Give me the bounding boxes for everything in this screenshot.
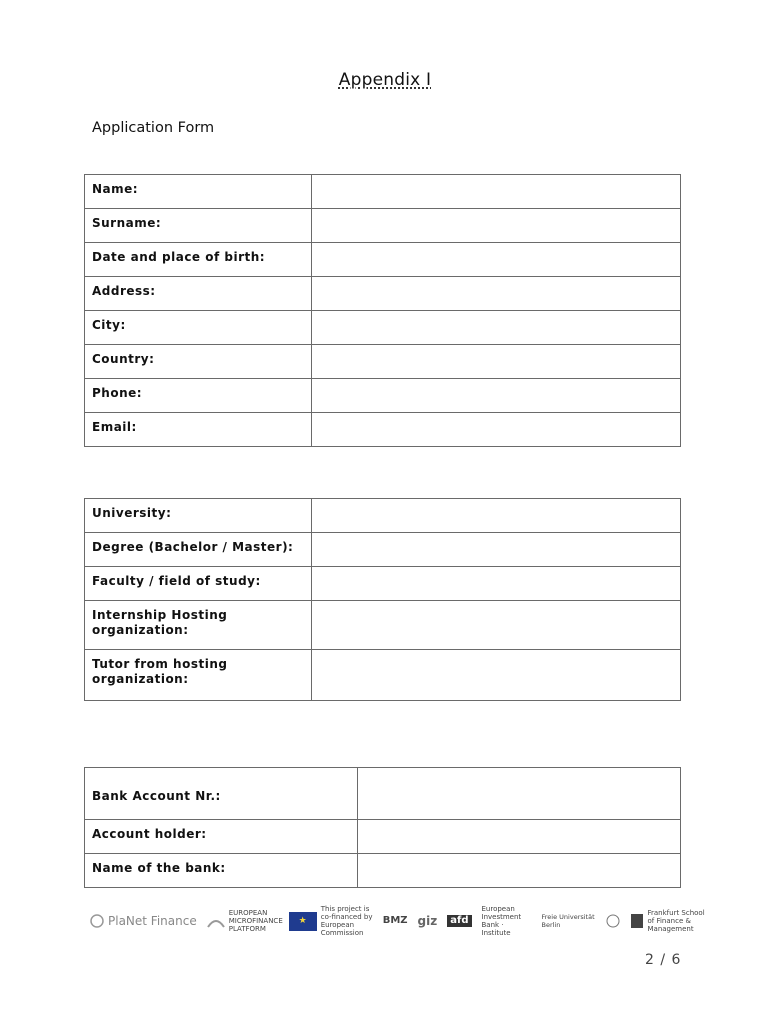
bank-account-field[interactable] [358, 768, 681, 820]
table-row [85, 768, 681, 820]
eu-cofinance-logo: ★ This project is co-financed by European Commission [289, 905, 373, 937]
table-row [85, 379, 681, 413]
eumf-logo: EUROPEAN MICROFINANCE PLATFORM [207, 909, 279, 933]
frankfurt-icon [630, 913, 644, 929]
planet-icon [90, 914, 104, 928]
table-row [85, 209, 681, 243]
table-row [85, 499, 681, 533]
phone-field[interactable] [312, 379, 681, 413]
giz-logo: giz [417, 914, 438, 928]
hosting-org-field[interactable] [312, 601, 681, 650]
table-row [85, 533, 681, 567]
academic-info-table [84, 498, 681, 701]
table-row [85, 243, 681, 277]
bank-info-table [84, 767, 681, 888]
account-holder-label: Account holder: [85, 820, 358, 854]
eib-logo: European Investment Bank · Institute [481, 905, 522, 937]
tutor-field[interactable] [312, 650, 681, 701]
page-title [0, 70, 770, 90]
planet-finance-logo: PlaNet Finance [90, 914, 197, 928]
table-row [85, 277, 681, 311]
phone-label: Phone: [85, 379, 312, 413]
partner-logos [90, 900, 730, 942]
personal-info-table [84, 174, 681, 447]
table-row [85, 345, 681, 379]
email-label: Email: [85, 413, 312, 447]
university-field[interactable] [312, 499, 681, 533]
table-row [85, 175, 681, 209]
tutor-label: Tutor from hosting organization: [85, 650, 312, 701]
table-row [85, 854, 681, 888]
eu-flag-icon: ★ [289, 912, 317, 931]
surname-field[interactable] [312, 209, 681, 243]
university-label: University: [85, 499, 312, 533]
city-field[interactable] [312, 311, 681, 345]
table-row [85, 311, 681, 345]
eumf-icon [207, 913, 225, 929]
degree-field[interactable] [312, 533, 681, 567]
page-number: 2 / 6 [645, 952, 682, 968]
bank-account-label: Bank Account Nr.: [85, 768, 358, 820]
bank-name-label: Name of the bank: [85, 854, 358, 888]
country-field[interactable] [312, 345, 681, 379]
form-subtitle: Application Form [92, 120, 215, 136]
faculty-label: Faculty / field of study: [85, 567, 312, 601]
table-row [85, 820, 681, 854]
table-row [85, 413, 681, 447]
bank-name-field[interactable] [358, 854, 681, 888]
fu-seal-icon [606, 914, 620, 928]
appendix-title: Appendix I [338, 70, 432, 90]
bmz-logo: BMZ [382, 915, 408, 926]
fu-berlin-logo: Freie Universität Berlin [542, 913, 620, 929]
account-holder-field[interactable] [358, 820, 681, 854]
table-row [85, 601, 681, 650]
table-row [85, 567, 681, 601]
name-label: Name: [85, 175, 312, 209]
faculty-field[interactable] [312, 567, 681, 601]
afd-logo: afd [447, 915, 471, 927]
name-field[interactable] [312, 175, 681, 209]
degree-label: Degree (Bachelor / Master): [85, 533, 312, 567]
email-field[interactable] [312, 413, 681, 447]
surname-label: Surname: [85, 209, 312, 243]
hosting-org-label: Internship Hosting organization: [85, 601, 312, 650]
address-field[interactable] [312, 277, 681, 311]
birth-field[interactable] [312, 243, 681, 277]
country-label: Country: [85, 345, 312, 379]
frankfurt-school-logo: Frankfurt School of Finance & Management [630, 909, 708, 933]
city-label: City: [85, 311, 312, 345]
birth-label: Date and place of birth: [85, 243, 312, 277]
table-row [85, 650, 681, 701]
address-label: Address: [85, 277, 312, 311]
